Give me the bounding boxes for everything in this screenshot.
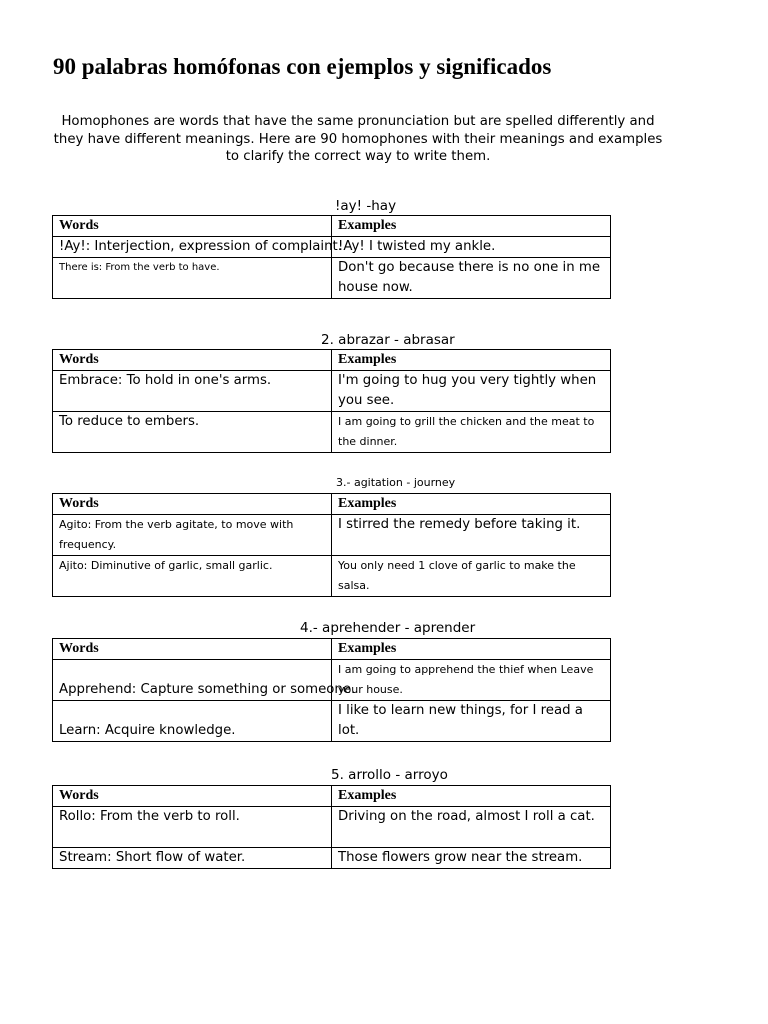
section-heading-5: 5. arrollo - arroyo [331, 767, 448, 783]
word-cell: Agito: From the verb agitate, to move with frequency. [53, 515, 332, 556]
word-cell: Stream: Short flow of water. [53, 848, 332, 869]
examples-column-header: Examples [332, 639, 611, 660]
example-cell: Driving on the road, almost I roll a cat. [332, 807, 611, 848]
table-row [53, 807, 611, 848]
homophone-table-5 [52, 785, 611, 869]
words-column-header: Words [53, 786, 332, 807]
homophone-table-3 [52, 493, 611, 597]
intro-paragraph: Homophones are words that have the same pronunciation but are spelled differently and they have different meanings. Here are 90 homophones with their meanings and examples to clarify the correct way to write them. [53, 114, 663, 164]
word-cell: Embrace: To hold in one's arms. [53, 371, 332, 412]
page-title: 90 palabras homófonas con ejemplos y significados [53, 54, 552, 79]
examples-column-header: Examples [332, 494, 611, 515]
example-cell: I'm going to hug you very tightly when you see. [332, 371, 611, 412]
example-cell: I am going to grill the chicken and the meat to the dinner. [332, 412, 611, 453]
table-header-row [53, 350, 611, 371]
examples-column-header: Examples [332, 786, 611, 807]
table-row [53, 848, 611, 869]
example-cell: I stirred the remedy before taking it. [332, 515, 611, 556]
example-cell: You only need 1 clove of garlic to make the salsa. [332, 556, 611, 597]
table-row [53, 556, 611, 597]
table-row [53, 701, 611, 742]
word-cell: Apprehend: Capture something or someone. [53, 660, 332, 701]
examples-column-header: Examples [332, 216, 611, 237]
words-column-header: Words [53, 494, 332, 515]
table-header-row [53, 494, 611, 515]
example-cell: !Ay! I twisted my ankle. [332, 237, 611, 258]
example-cell: Don't go because there is no one in me house now. [332, 258, 611, 299]
example-cell: I like to learn new things, for I read a lot. [332, 701, 611, 742]
table-row [53, 258, 611, 299]
word-cell: Ajito: Diminutive of garlic, small garlic. [53, 556, 332, 597]
homophone-table-4 [52, 638, 611, 742]
table-row [53, 371, 611, 412]
word-cell: There is: From the verb to have. [53, 258, 332, 299]
homophone-table-2 [52, 349, 611, 453]
table-row [53, 660, 611, 701]
word-cell: Learn: Acquire knowledge. [53, 701, 332, 742]
table-row [53, 515, 611, 556]
table-row [53, 412, 611, 453]
section-heading-1: !ay! -hay [335, 198, 397, 214]
table-header-row [53, 216, 611, 237]
table-header-row [53, 786, 611, 807]
section-heading-4: 4.- aprehender - aprender [300, 620, 476, 636]
words-column-header: Words [53, 639, 332, 660]
examples-column-header: Examples [332, 350, 611, 371]
example-cell: Those flowers grow near the stream. [332, 848, 611, 869]
homophone-table-1 [52, 215, 611, 299]
word-cell: To reduce to embers. [53, 412, 332, 453]
section-heading-2: 2. abrazar - abrasar [321, 332, 455, 348]
example-cell: I am going to apprehend the thief when Leave your house. [332, 660, 611, 701]
words-column-header: Words [53, 350, 332, 371]
word-cell: !Ay!: Interjection, expression of complaint. [53, 237, 332, 258]
section-heading-3: 3.- agitation - journey [336, 476, 456, 489]
word-cell: Rollo: From the verb to roll. [53, 807, 332, 848]
table-row [53, 237, 611, 258]
table-header-row [53, 639, 611, 660]
words-column-header: Words [53, 216, 332, 237]
